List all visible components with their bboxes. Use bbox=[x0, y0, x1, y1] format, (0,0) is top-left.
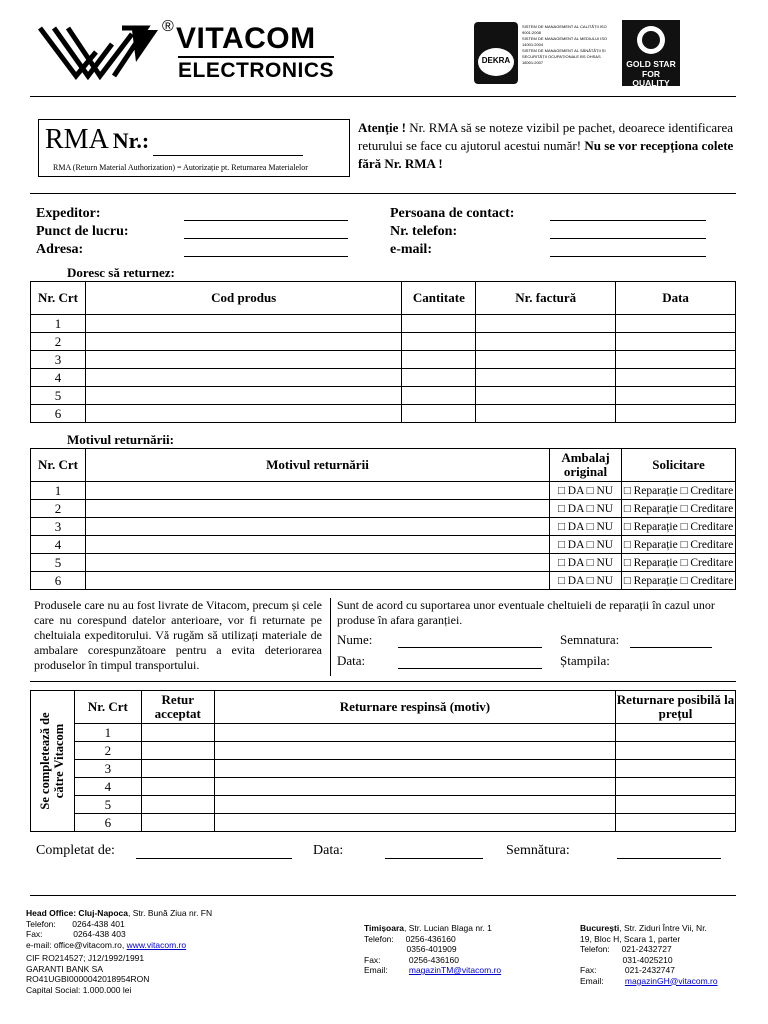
table-row: 5 bbox=[31, 796, 736, 814]
registered-mark: ® bbox=[162, 18, 174, 35]
telefon-label: Nr. telefon: bbox=[390, 224, 458, 239]
persoana-field[interactable] bbox=[550, 208, 706, 221]
rma-attention: Atenție ! Nr. RMA să se noteze vizibil pe pachet, deoarece identificarea returului se face cu ajutorul acestui număr! Nu se vor recepționa colete fără Nr. RMA ! bbox=[358, 120, 734, 171]
dekra-label: DEKRA bbox=[481, 56, 511, 65]
col-motivul: Motivul returnării bbox=[85, 449, 549, 482]
adresa-field[interactable] bbox=[184, 244, 348, 257]
notes-divider bbox=[30, 681, 736, 682]
vitacom-table bbox=[30, 690, 736, 832]
email-gh-link[interactable]: magazinGH@vitacom.ro bbox=[624, 975, 718, 986]
reason-table bbox=[30, 448, 736, 590]
reason-table-caption: Motivul returnării: bbox=[67, 432, 174, 447]
completat-label: Completat de: bbox=[36, 843, 115, 858]
notes-right: Sunt de acord cu suportarea unor eventuale cheltuieli de reparații în cazul unor produse în afara garanției. bbox=[337, 598, 715, 627]
solicitare-checkbox[interactable]: □ Reparație □ Creditare bbox=[621, 554, 735, 572]
completat-field[interactable] bbox=[136, 846, 292, 859]
return-table-caption: Doresc să returnez: bbox=[67, 265, 175, 280]
completion-data-label: Data: bbox=[313, 843, 344, 858]
certifications-badge bbox=[466, 20, 612, 86]
table-row: 4 □ DA □ NU □ Reparație □ Creditare bbox=[31, 536, 736, 554]
completion-semnatura-row bbox=[506, 843, 721, 859]
ambalaj-checkbox[interactable]: □ DA □ NU bbox=[550, 500, 622, 518]
completion-data-field[interactable] bbox=[385, 846, 483, 859]
table-row: 5 bbox=[31, 387, 736, 405]
gold-star-icon bbox=[622, 22, 680, 58]
solicitare-checkbox[interactable]: □ Reparație □ Creditare bbox=[621, 518, 735, 536]
completion-semnatura-label: Semnătura: bbox=[506, 843, 570, 858]
table-row: 1 bbox=[31, 315, 736, 333]
table-row: 3 □ DA □ NU □ Reparație □ Creditare bbox=[31, 518, 736, 536]
footer-divider bbox=[30, 895, 736, 896]
solicitare-checkbox[interactable]: □ Reparație □ Creditare bbox=[621, 572, 735, 590]
vitacom-side-cell bbox=[31, 691, 75, 832]
semnatura-field[interactable] bbox=[630, 635, 712, 648]
notes-left: Produsele care nu au fost livrate de Vitacom, precum și cele care nu corespund datelor anterioare, vor fi returnate pe cheltuiala expeditorului. Vă rugăm să utilizați materiale de ambalare corespunzătoare pentru a evita deteriorarea produselor în timpul transportului. bbox=[34, 598, 322, 672]
table-row: 2 bbox=[31, 333, 736, 351]
gold-star-label: GOLD STAR FOR QUALITY bbox=[626, 59, 676, 88]
table-row: 6 □ DA □ NU □ Reparație □ Creditare bbox=[31, 572, 736, 590]
dekra-seal bbox=[474, 22, 518, 84]
data-field[interactable] bbox=[398, 656, 542, 669]
notes-semnatura: Semnatura: bbox=[560, 632, 712, 648]
col-data: Data bbox=[616, 282, 736, 315]
solicitare-checkbox[interactable]: □ Reparație □ Creditare bbox=[621, 536, 735, 554]
email-field[interactable] bbox=[550, 244, 706, 257]
notes-stampila: Ștampila: bbox=[560, 653, 610, 668]
notes-data: Data: bbox=[337, 653, 542, 669]
ambalaj-checkbox[interactable]: □ DA □ NU bbox=[550, 518, 622, 536]
table-row: 6 bbox=[31, 405, 736, 423]
col-cod-produs: Cod produs bbox=[85, 282, 401, 315]
table-row: 1 □ DA □ NU □ Reparație □ Creditare bbox=[31, 482, 736, 500]
col-retur-acceptat: Retur acceptat bbox=[141, 691, 214, 724]
table-row: 4 bbox=[31, 778, 736, 796]
gold-star-badge bbox=[622, 20, 680, 86]
table-row: 2 bbox=[31, 742, 736, 760]
adresa-label: Adresa: bbox=[36, 242, 84, 257]
col-returnare-posibila: Returnare posibilă la prețul bbox=[616, 691, 736, 724]
col-returnare-respinsa: Returnare respinsă (motiv) bbox=[214, 691, 615, 724]
email-tm-link[interactable]: magazinTM@vitacom.ro bbox=[408, 965, 502, 975]
header-divider bbox=[30, 96, 736, 97]
col-cantitate: Cantitate bbox=[402, 282, 476, 315]
completion-data-row bbox=[313, 843, 483, 859]
email-label: e-mail: bbox=[390, 242, 432, 257]
ambalaj-checkbox[interactable]: □ DA □ NU bbox=[550, 572, 622, 590]
completat-row bbox=[36, 843, 292, 859]
table-row: 2 □ DA □ NU □ Reparație □ Creditare bbox=[31, 500, 736, 518]
return-table bbox=[30, 281, 736, 423]
rma-number-field[interactable] bbox=[153, 133, 303, 156]
brand-sub: ELECTRONICS bbox=[178, 56, 334, 83]
persoana-label: Persoana de contact: bbox=[390, 206, 515, 221]
expeditor-label: Expeditor: bbox=[36, 206, 101, 221]
ambalaj-checkbox[interactable]: □ DA □ NU bbox=[550, 536, 622, 554]
footer-bucuresti: București, Str. Ziduri Între Vii, Nr. 19, Bloc H, Scara 1, parter Telefon: 021-2432727 031-4025210 Fax: 021-2432747 Email: magazinGH@vitacom.ro bbox=[580, 923, 718, 986]
table-row: 4 bbox=[31, 369, 736, 387]
ambalaj-checkbox[interactable]: □ DA □ NU bbox=[550, 482, 622, 500]
vitacom-logo-mark-icon bbox=[36, 22, 176, 82]
footer-timisoara: Timișoara, Str. Lucian Blaga nr. 1 Telefon: 0256-436160 0356-401909 Fax: 0256-436160 Email: magazinTM@vitacom.ro bbox=[364, 923, 502, 975]
punct-label: Punct de lucru: bbox=[36, 224, 129, 239]
ambalaj-checkbox[interactable]: □ DA □ NU bbox=[550, 554, 622, 572]
telefon-field[interactable] bbox=[550, 226, 706, 239]
rma-box bbox=[38, 119, 350, 177]
table-row: 3 bbox=[31, 760, 736, 778]
col-ambalaj: Ambalaj original bbox=[550, 449, 622, 482]
col-solicitare: Solicitare bbox=[621, 449, 735, 482]
cert-text: SISTEM DE MANAGEMENT AL CALITĂȚII ISO 9001:2008 SISTEM DE MANAGEMENT AL MEDIULUI ISO 14001:2004 SISTEM DE MANAGEMENT AL SĂNĂTĂȚII ȘI SECURITĂȚII OCUPAȚIONALE BS OHSAS 18001:2007 bbox=[522, 24, 608, 65]
col-nr-crt: Nr. Crt bbox=[31, 282, 86, 315]
rma-title: RMA Nr.: bbox=[45, 124, 303, 156]
col-nr-crt: Nr. Crt bbox=[31, 449, 86, 482]
expeditor-field[interactable] bbox=[184, 208, 348, 221]
brand-name: VITACOM bbox=[176, 22, 316, 55]
solicitare-checkbox[interactable]: □ Reparație □ Creditare bbox=[621, 500, 735, 518]
solicitare-checkbox[interactable]: □ Reparație □ Creditare bbox=[621, 482, 735, 500]
rma-divider bbox=[30, 193, 736, 194]
col-nr-crt: Nr. Crt bbox=[74, 691, 141, 724]
website-link[interactable]: www.vitacom.ro bbox=[126, 939, 187, 950]
vitacom-side-label: Se completează de către Vitacom bbox=[38, 712, 67, 810]
vitacom-logo bbox=[36, 18, 336, 84]
rma-subtitle: RMA (Return Material Authorization) = Autorizație pt. Returnarea Materialelor bbox=[53, 163, 308, 172]
footer-head-office: Head Office: Cluj-Napoca, Str. Bună Ziua nr. FN Telefon: 0264-438 401 Fax: 0264-438 403 e-mail: office@vitacom.ro, www.vitacom.ro CIF RO214527; J12/1992/1991 GARANTI BANK SA RO41UGBI0000042018954RON Capital Social: 1.000.000 lei bbox=[26, 908, 213, 995]
table-row: 6 bbox=[31, 814, 736, 832]
notes-separator bbox=[330, 598, 331, 676]
col-nr-factura: Nr. factură bbox=[476, 282, 616, 315]
nume-field[interactable] bbox=[398, 635, 542, 648]
table-row: 5 □ DA □ NU □ Reparație □ Creditare bbox=[31, 554, 736, 572]
table-row: 1 bbox=[31, 724, 736, 742]
punct-field[interactable] bbox=[184, 226, 348, 239]
completion-semnatura-field[interactable] bbox=[617, 846, 721, 859]
notes-nume: Nume: bbox=[337, 632, 542, 648]
table-row: 3 bbox=[31, 351, 736, 369]
